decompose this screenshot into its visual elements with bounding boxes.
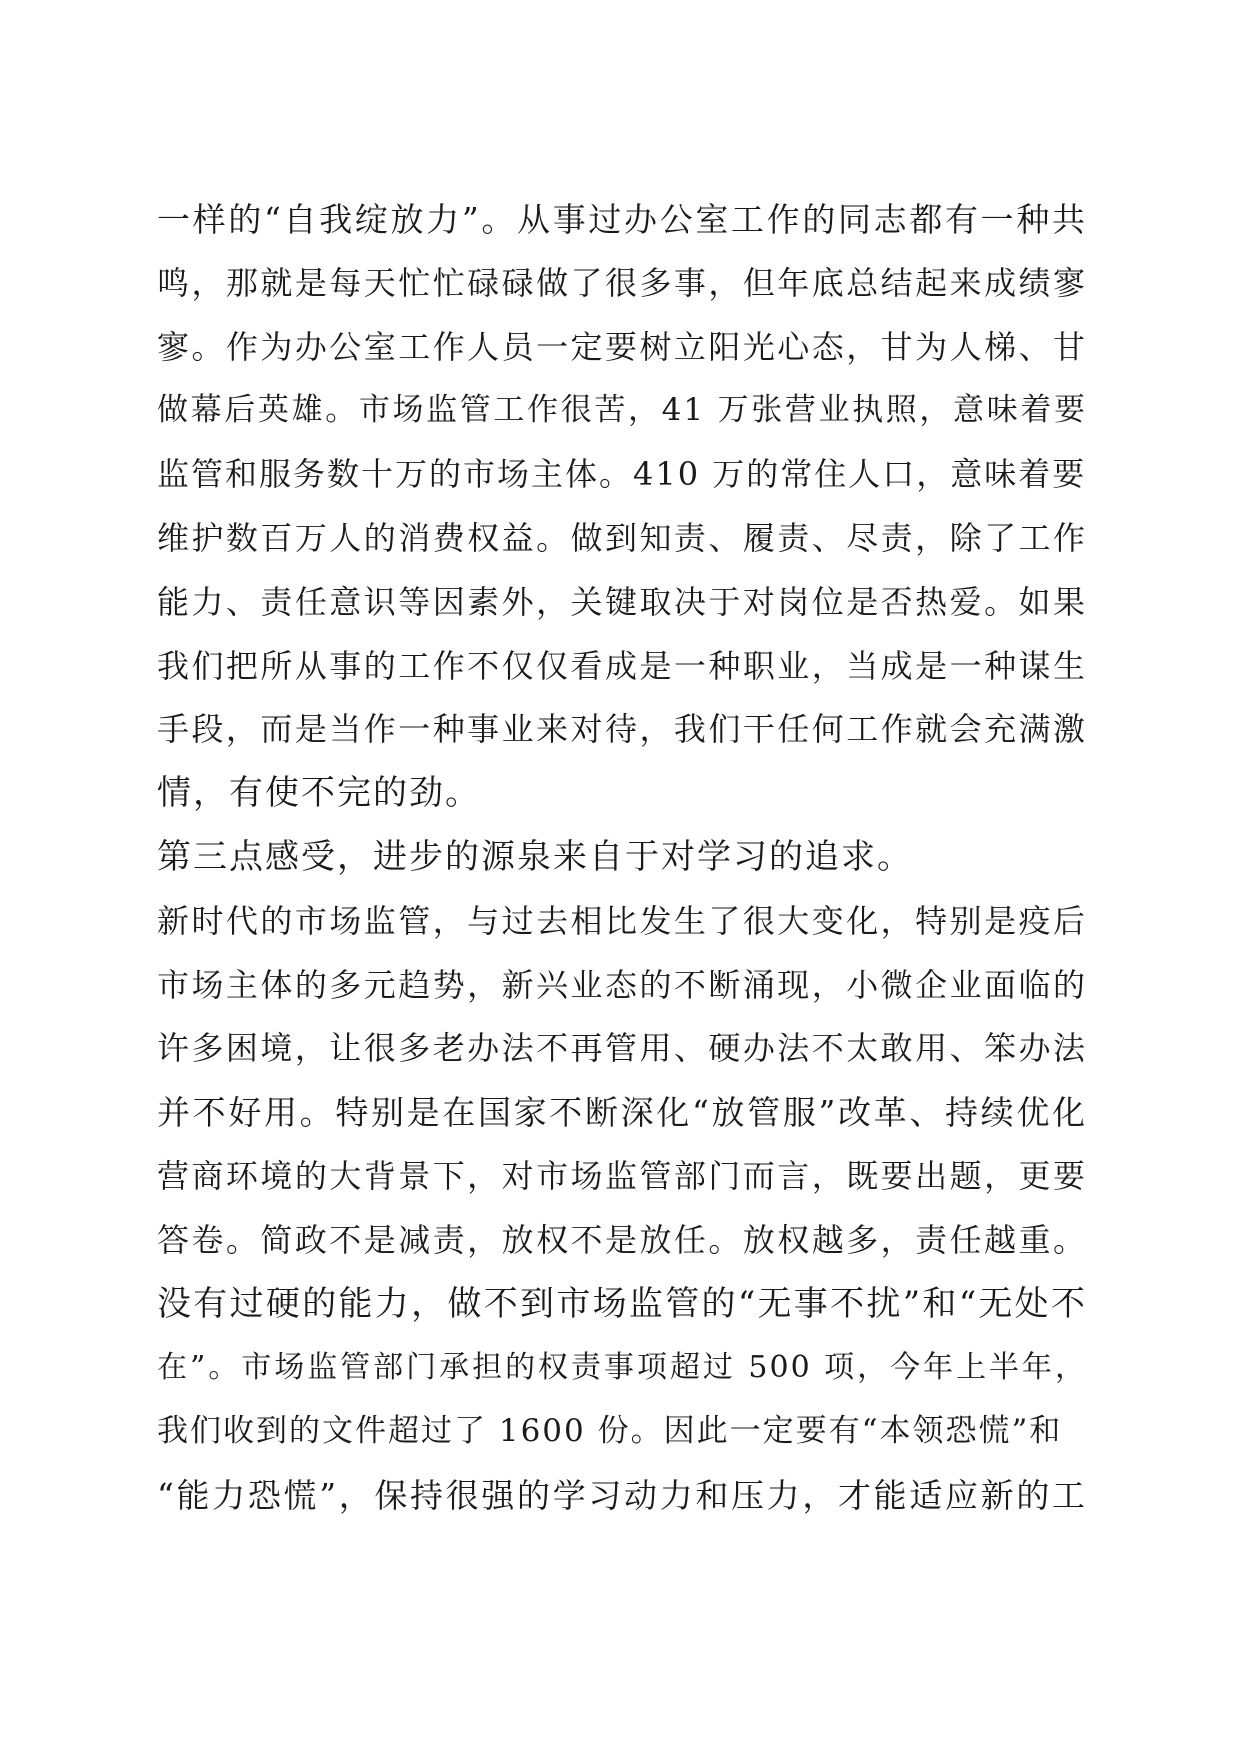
text-line: 维护数百万人的消费权益。做到知责、履责、尽责，除了工作 [157,518,1087,557]
text-line: 做幕后英雄。市场监管工作很苦，41 万张营业执照，意味着要 [157,392,1087,429]
text-line: 情，有使不完的劲。 [157,773,481,814]
text-line: 能力、责任意识等因素外，关键取决于对岗位是否热爱。如果 [157,582,1087,621]
text-line: 我们收到的文件超过了 1600 份。因此一定要有“本领恐慌”和 [157,1413,1063,1450]
text-line: 并不好用。特别是在国家不断深化“放管服”改革、持续优化 [157,1093,1087,1133]
text-line: 答卷。简政不是减责，放权不是放任。放权越多，责任越重。 [157,1220,1087,1259]
text-line: 没有过硬的能力，做不到市场监管的“无事不扰”和“无处不 [157,1283,1087,1324]
text-line: 手段，而是当作一种事业来对待，我们干任何工作就会充满激 [157,710,1087,749]
text-line: 监管和服务数十万的市场主体。410 万的常住人口，意味着要 [157,455,1087,494]
text-line: 一样的“自我绽放力”。从事过办公室工作的同志都有一种共 [157,200,1087,239]
body-text [157,188,1087,1528]
text-line: “能力恐慌”，保持很强的学习动力和压力，才能适应新的工 [157,1475,1087,1515]
section-heading: 第三点感受，进步的源泉来自于对学习的追求。 [157,836,913,877]
text-line: 我们把所从事的工作不仅仅看成是一种职业，当成是一种谋生 [157,646,1087,685]
text-line: 营商环境的大背景下，对市场监管部门而言，既要出题，更要 [157,1156,1087,1195]
text-line: 鸣，那就是每天忙忙碌碌做了很多事，但年底总结起来成绩寥 [157,263,1087,302]
text-line: 市场主体的多元趋势，新兴业态的不断涌现，小微企业面临的 [157,965,1087,1004]
text-line: 许多困境，让很多老办法不再管用、硬办法不太敢用、笨办法 [157,1029,1087,1068]
text-line: 新时代的市场监管，与过去相比发生了很大变化，特别是疫后 [157,901,1087,940]
text-line: 在”。市场监管部门承担的权责事项超过 500 项，今年上半年， [157,1350,1087,1386]
text-line: 寥。作为办公室工作人员一定要树立阳光心态，甘为人梯、甘 [157,327,1087,366]
